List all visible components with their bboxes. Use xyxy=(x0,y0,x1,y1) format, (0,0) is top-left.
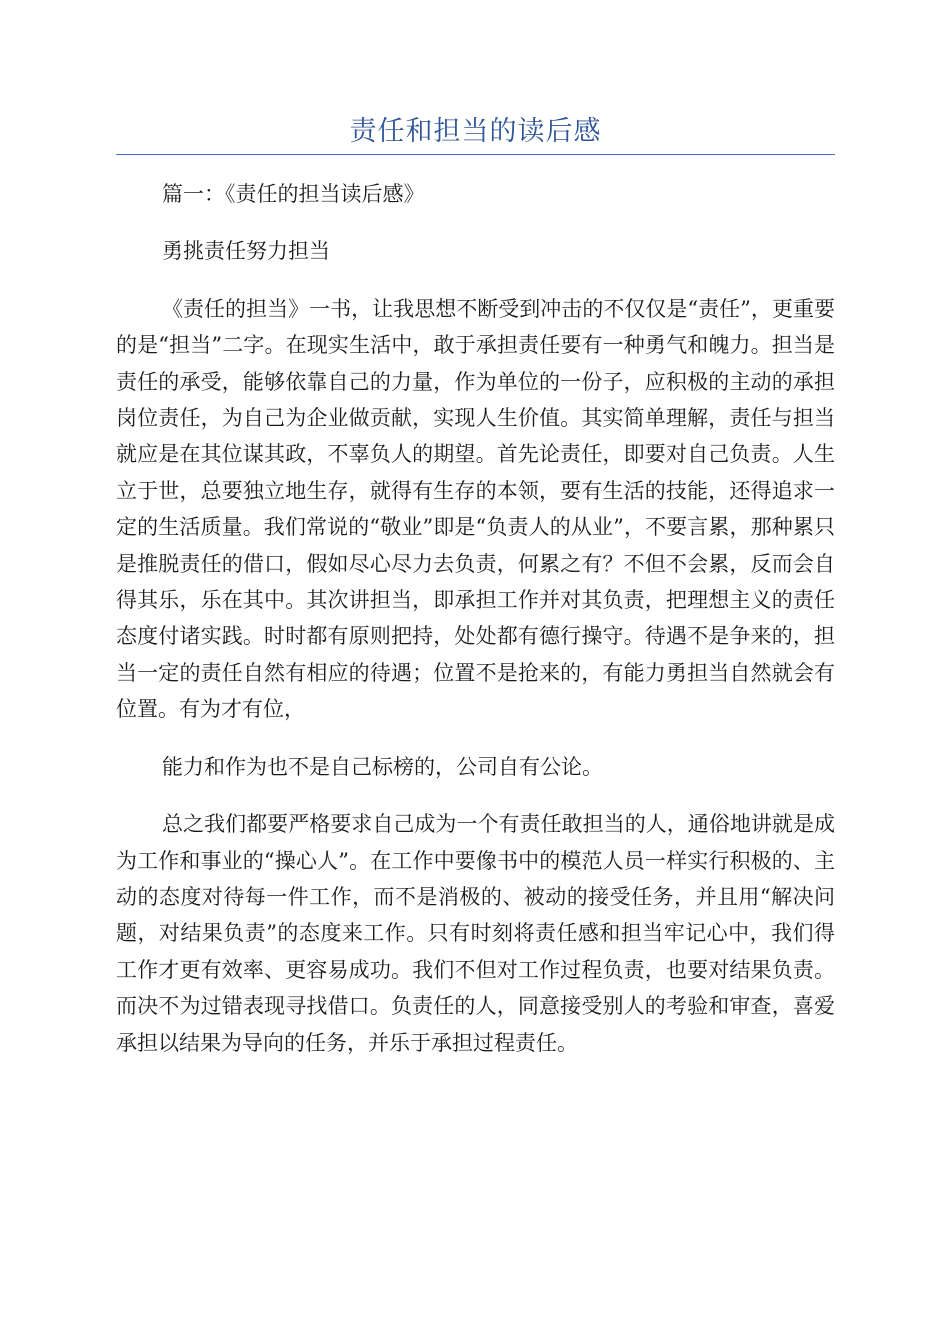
title-divider xyxy=(116,154,835,155)
body-paragraph-3: 总之我们都要严格要求自己成为一个有责任敢担当的人，通俗地讲就是成为工作和事业的“操心人”。在工作中要像书中的模范人员一样实行积极的、主动的态度对待每一件工作，而不是消极的、被动的接受任务，并且用“解决问题，对结果负责”的态度来工作。只有时刻将责任感和担当牢记心中，我们得工作才更有效率、更容易成功。我们不但对工作过程负责，也要对结果负责。而决不为过错表现寻找借口。负责任的人，同意接受别人的考验和审查，喜爱承担以结果为导向的任务，并乐于承担过程责任。 xyxy=(116,812,835,1055)
document-body xyxy=(116,176,835,1061)
document-title: 责任和担当的读后感 xyxy=(349,116,602,147)
body-paragraph-2: 能力和作为也不是自己标榜的，公司自有公论。 xyxy=(162,754,603,779)
article-subtitle: 勇挑责任努力担当 xyxy=(162,239,330,264)
body-paragraph-1: 《责任的担当》一书，让我思想不断受到冲击的不仅仅是“责任”，更重要的是“担当”二字。在现实生活中，敢于承担责任要有一种勇气和魄力。担当是责任的承受，能够依靠自己的力量，作为单位的一份子，应积极的主动的承担岗位责任，为自己为企业做贡献，实现人生价值。其实简单理解，责任与担当就应是在其位谋其政，不辜负人的期望。首先论责任，即要对自己负责。人生立于世，总要独立地生存，就得有生存的本领，要有生活的技能，还得追求一定的生活质量。我们常说的“敬业”即是“负责人的从业”，不要言累，那种累只是推脱责任的借口，假如尽心尽力去负责，何累之有？不但不会累，反而会自得其乐，乐在其中。其次讲担当，即承担工作并对其负责，把理想主义的责任态度付诸实践。时时都有原则把持，处处都有德行操守。待遇不是争来的，担当一定的责任自然有相应的待遇；位置不是抢来的，有能力勇担当自然就会有位置。有为才有位， xyxy=(116,296,835,722)
section-heading: 篇一：《责任的担当读后感》 xyxy=(162,182,425,206)
